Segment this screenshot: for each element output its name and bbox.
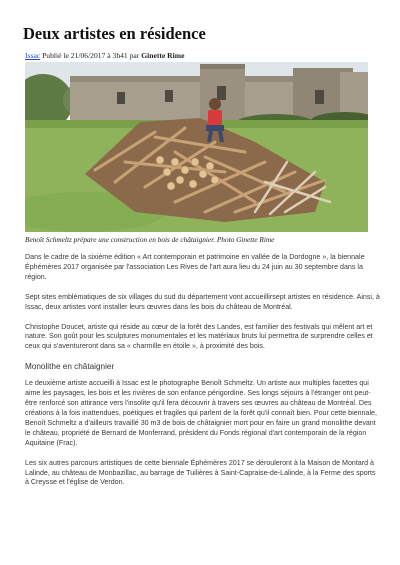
category-link[interactable]: Issac [25, 51, 41, 60]
photo-caption: Benoît Schmeltz prépare une construction en bois de châtaignier. Photo Ginette Rime [25, 235, 275, 244]
byline [25, 51, 184, 60]
paragraph: Le deuxième artiste accueilli à Issac est le photographe Benoît Schmeltz. Un artiste aux multiples facettes qui aime les paysages, les bois et les rivières de son enfance périgordine. Ses longs séjours à l'étranger ont peut-être renforcé son attirance vers l'insolite qu'il fera découvrir à travers ses œuvres au château de Montréal. Des créations à la fois inattendues, poétiques et fragiles qui parlent de la forêt qu'il connaît bien. Pour cette biennale, Benoît Schmeltz a d'ailleurs travaillé 30 m3 de bois de châtaignier mort pour en faire un grand monolithe devant le château, propriété de Bernard de Monferrand, président du Fonds régional d'art contemporain de la région Aquitaine (Frac). [25, 379, 377, 447]
paragraph: Sept sites emblématiques de six villages du sud du département vont accueillirsept artistes en résidence. Ainsi, à Issac, deux artistes vont installer leurs œuvres dans les bois du château de Montréal. [25, 292, 380, 311]
article-title: Deux artistes en résidence [23, 24, 206, 43]
publish-date: Publié le 21/06/2017 à 3h41 par [40, 51, 142, 60]
paragraph: Christophe Doucet, artiste qui réside au cœur de la forêt des Landes, est familier des festivals qui mêlent art et nature. Son goût pour les sculptures monumentales et les matériaux bruts lui permettra de surprendre celles et ceux qui s'aventureront dans sa « charmille en étoile », à proximité des bois. [25, 322, 373, 351]
author-name: Ginette Rime [141, 51, 185, 60]
article-photo [25, 62, 368, 232]
article-body [25, 253, 381, 498]
paragraph: Les six autres parcours artistiques de cette biennale Éphémères 2017 se dérouleront à la Maison de Montard à Lalinde, au château de Monbazillac, au barrage de Tuilières à Saint-Capraise-de-Lalinde, à la Ferme des sports à Creysse et l'église de Verdon. [25, 458, 376, 487]
paragraph: Dans le cadre de la sixième édition « Art contemporain et patrimoine en vallée de la Dordogne », la biennale Éphémères 2017 organisée par l'association Les Rives de l'art aura lieu du 24 juin au 30 septembre dans la région. [25, 253, 365, 281]
section-heading: Monolithe en châtaignier [25, 362, 115, 372]
